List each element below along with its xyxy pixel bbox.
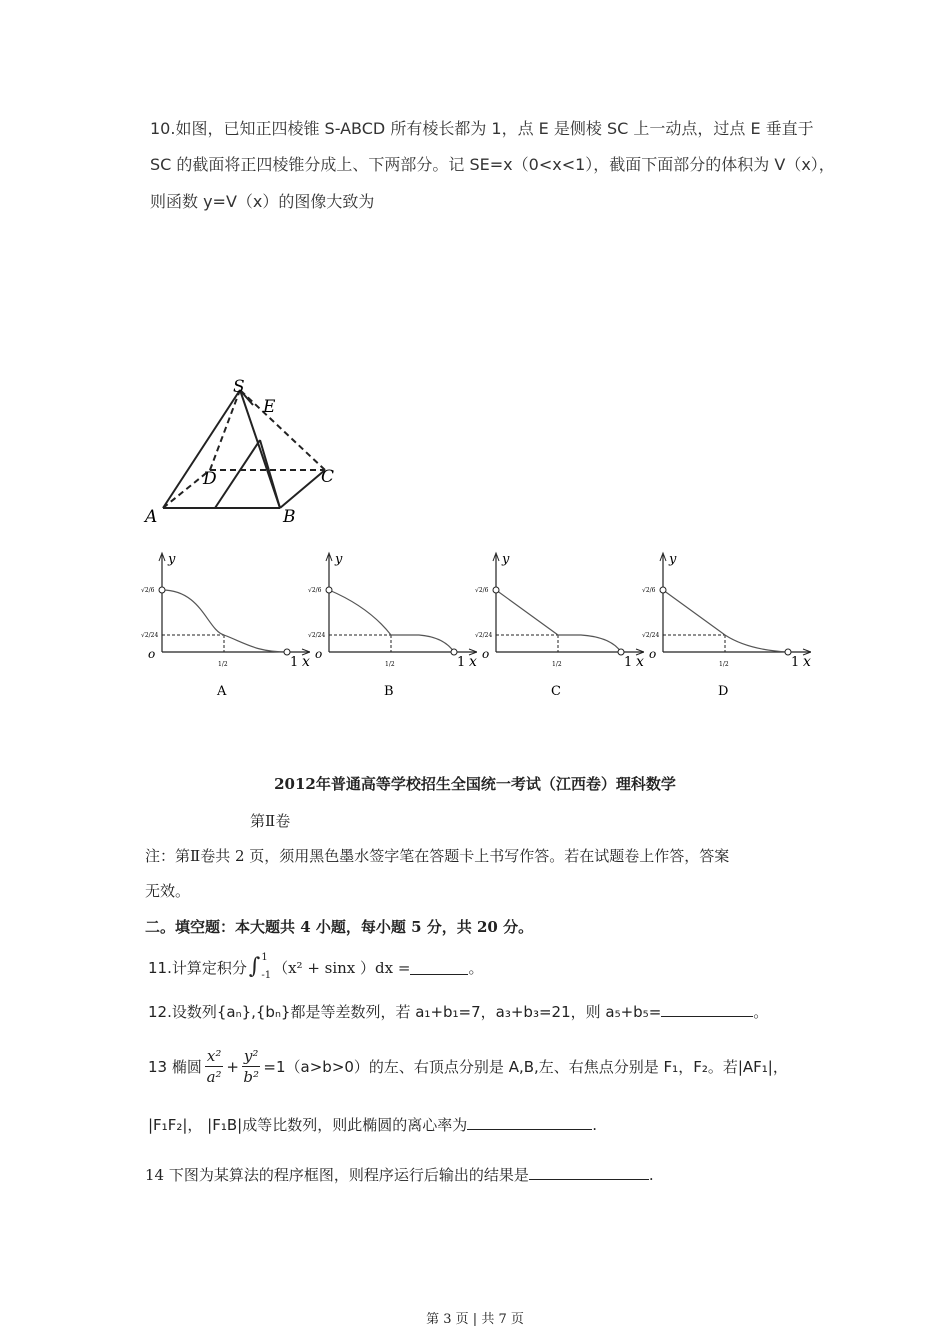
volume-label: 第Ⅱ卷: [250, 812, 291, 830]
note-line1: 注：第Ⅱ卷共 2 页，须用黑色墨水签字笔在答题卡上书写作答。若在试题卷上作答，答案: [145, 847, 730, 865]
open-point-start: [493, 587, 499, 593]
page-footer: 第 3 页 | 共 7 页: [426, 1312, 524, 1327]
q11-prefix: 11.计算定积分: [148, 958, 247, 977]
option-label: C: [551, 684, 561, 699]
y-tick-mid: √2/24: [141, 632, 159, 639]
graph-option-d: [641, 545, 811, 705]
q10-line3: 则函数 y=V（x）的图像大致为: [150, 192, 375, 211]
label-C: C: [321, 467, 335, 487]
x-axis-label: x: [803, 654, 811, 670]
label-D: D: [203, 469, 217, 489]
x-tick-half: 1/2: [719, 661, 729, 668]
x-tick-1: 1: [791, 655, 800, 670]
y-axis-label: y: [335, 552, 343, 567]
plus-sign: +: [226, 1057, 239, 1076]
q11-expression: （x² + sinx ）dx =: [273, 958, 411, 977]
integral-upper: 1: [261, 952, 268, 963]
answer-blank: [529, 1165, 649, 1180]
pyramid-figure: [135, 370, 365, 535]
fraction-numerator: x²: [206, 1047, 222, 1065]
graph-option-a: [140, 545, 310, 705]
question-14: [145, 1164, 654, 1185]
answer-blank: [467, 1115, 592, 1130]
graph-option-b: [307, 545, 477, 705]
q10-line1: 10.如图，已知正四棱锥 S-ABCD 所有棱长都为 1，点 E 是侧棱 SC 上一动点，过点 E 垂直于: [150, 119, 814, 138]
x-tick-half: 1/2: [385, 661, 395, 668]
option-label: B: [384, 684, 394, 699]
y-tick-max: √2/6: [308, 587, 322, 594]
fraction-y2-b2: [242, 1046, 261, 1087]
x-axis-label: x: [302, 654, 310, 670]
question-12: [148, 1001, 768, 1022]
y-tick-max: √2/6: [475, 587, 489, 594]
integral-limits: [261, 952, 271, 982]
origin-label: o: [148, 647, 156, 661]
q13-prefix: 13 椭圆: [148, 1058, 202, 1076]
label-E: E: [263, 397, 276, 417]
option-label: D: [718, 684, 729, 699]
x-axis-label: x: [636, 654, 644, 670]
y-tick-mid: √2/24: [642, 632, 660, 639]
open-point-start: [660, 587, 666, 593]
x-tick-1: 1: [624, 655, 633, 670]
x-tick-half: 1/2: [218, 661, 228, 668]
q12-end: 。: [753, 1003, 769, 1021]
option-label: A: [217, 684, 227, 699]
question-13: [148, 1046, 788, 1087]
label-B: B: [283, 507, 296, 527]
fraction-denominator: b²: [243, 1068, 259, 1086]
x-tick-1: 1: [457, 655, 466, 670]
fraction-x2-a2: [205, 1046, 223, 1087]
integral-sign: ∫: [248, 954, 261, 979]
answer-blank: [661, 1002, 753, 1017]
integral: [249, 952, 271, 982]
q13-end: .: [592, 1116, 597, 1134]
q14-text: 14 下图为某算法的程序框图，则程序运行后输出的结果是: [145, 1166, 529, 1184]
graph-option-c: [474, 545, 644, 705]
q13-condition: =1（a>b>0）的左、右顶点分别是 A,B,左、右焦点分别是 F₁，F₂。若|AF₁|，: [263, 1058, 788, 1076]
integral-lower: -1: [261, 970, 272, 981]
y-tick-max: √2/6: [141, 587, 155, 594]
q11-end: 。: [468, 958, 484, 977]
open-point-start: [159, 587, 165, 593]
x-tick-half: 1/2: [552, 661, 562, 668]
y-axis-label: y: [669, 552, 677, 567]
question-13-line2: [148, 1114, 597, 1135]
origin-label: o: [315, 647, 323, 661]
exam-title: 2012年普通高等学校招生全国统一考试（江西卷）理科数学: [274, 775, 676, 793]
label-A: A: [145, 507, 158, 527]
q13-line2: |F₁F₂|， |F₁B|成等比数列，则此椭圆的离心率为: [148, 1116, 468, 1134]
fraction-denominator: a²: [206, 1068, 222, 1086]
y-tick-max: √2/6: [642, 587, 656, 594]
q10-line2: SC 的截面将正四棱锥分成上、下两部分。记 SE=x（0<x<1），截面下面部分的体积为 V（x），: [150, 155, 835, 174]
y-tick-mid: √2/24: [475, 632, 493, 639]
question-11: [148, 952, 483, 982]
x-axis-label: x: [469, 654, 477, 670]
section-heading: 二。填空题：本大题共 4 小题，每小题 5 分，共 20 分。: [145, 918, 534, 936]
x-tick-1: 1: [290, 655, 299, 670]
origin-label: o: [482, 647, 490, 661]
answer-blank: [410, 960, 468, 975]
y-axis-label: y: [168, 552, 176, 567]
label-S: S: [233, 377, 245, 397]
q14-end: .: [648, 1166, 654, 1184]
origin-label: o: [649, 647, 657, 661]
note-line2: 无效。: [145, 882, 191, 900]
fraction-numerator: y²: [243, 1047, 259, 1065]
open-point-start: [326, 587, 332, 593]
y-tick-mid: √2/24: [308, 632, 326, 639]
y-axis-label: y: [502, 552, 510, 567]
q12-text: 12.设数列{aₙ},{bₙ}都是等差数列，若 a₁+b₁=7，a₃+b₃=21，则 a₅+b₅=: [148, 1003, 662, 1021]
